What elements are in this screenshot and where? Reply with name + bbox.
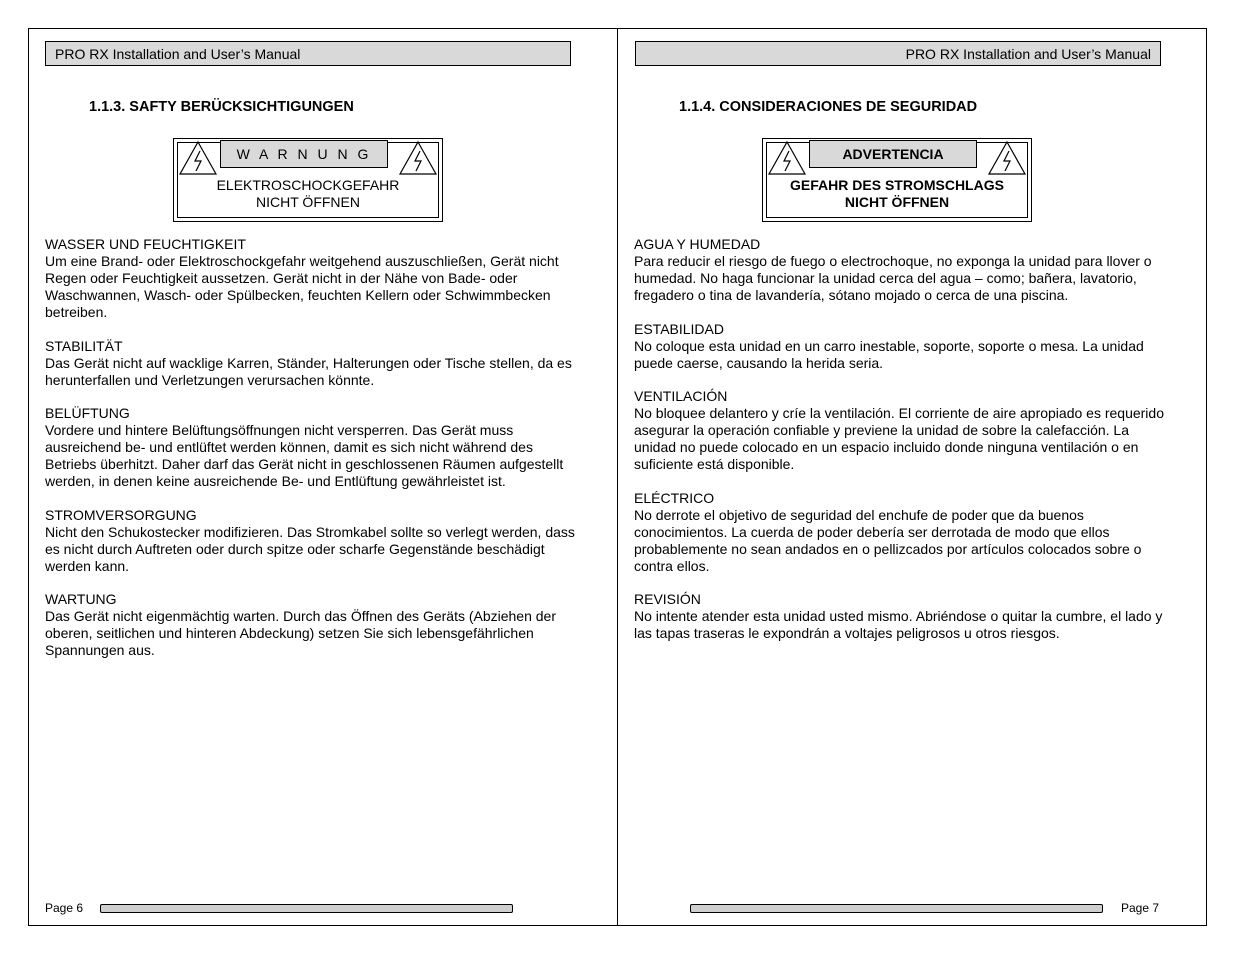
safety-section [45, 507, 575, 575]
safety-section [634, 388, 1164, 473]
warning-line-1: ELEKTROSCHOCKGEFAHR [216, 177, 400, 193]
page-right [618, 28, 1207, 926]
safety-section [45, 591, 575, 659]
section-heading: AGUA Y HUMEDAD [634, 236, 761, 252]
warning-text [174, 177, 442, 211]
safety-section [634, 236, 1164, 304]
section-paragraph: Vordere und hintere Belüftungsöffnungen nicht versperren. Das Gerät muss ausreichend be- und entlüftet werden können, damit es sich nicht während des Betriebs überhitzt. Daher darf das Gerät nicht in geschlossenen Räumen aufgestellt werden, in denen keine ausreichende Be- und Entlüftung gewährleistet ist. [45, 422, 564, 489]
electric-shock-warning-icon [987, 140, 1027, 176]
warning-label: ADVERTENCIA [809, 140, 977, 168]
safety-section [45, 236, 575, 321]
electric-shock-warning-icon [178, 140, 218, 176]
page-header: PRO RX Installation and User’s Manual [45, 41, 571, 66]
section-heading: WARTUNG [45, 591, 117, 607]
safety-section [634, 321, 1164, 372]
footer-bar [100, 904, 513, 913]
page-number: Page 7 [1121, 901, 1160, 915]
safety-section [45, 338, 575, 389]
section-heading: VENTILACIÓN [634, 388, 728, 404]
section-paragraph: No bloquee delantero y críe la ventilación. El corriente de aire apropiado es requerido asegurar la operación confiable y previene la unidad de sobre la calefacción. La unidad no puede colocado en un espacio incluido donde ninguna ventilación o en suficiente está disponible. [634, 405, 1164, 472]
section-heading: BELÜFTUNG [45, 405, 130, 421]
warning-label: W A R N U N G [220, 140, 388, 168]
safety-sections [45, 236, 575, 676]
page-number: Page 6 [45, 901, 84, 915]
warning-line-1: GEFAHR DES STROMSCHLAGS [790, 177, 1004, 193]
section-heading: REVISIÓN [634, 591, 701, 607]
warning-text [763, 177, 1031, 211]
section-heading: WASSER UND FEUCHTIGKEIT [45, 236, 246, 252]
electric-shock-warning-icon [398, 140, 438, 176]
section-paragraph: Para reducir el riesgo de fuego o electrochoque, no exponga la unidad para llover o humedad. No haga funcionar la unidad cerca del agua – como; bañera, lavatorio, fregadero o tina de lavandería, sótano mojado o cerca de una piscina. [634, 253, 1152, 303]
section-paragraph: No coloque esta unidad en un carro inestable, soporte, soporte o mesa. La unidad puede caerse, causando la herida seria. [634, 337, 1144, 371]
section-heading: STROMVERSORGUNG [45, 506, 197, 523]
safety-section [634, 490, 1164, 575]
section-title: 1.1.4. CONSIDERACIONES DE SEGURIDAD [679, 99, 978, 115]
section-heading: ELÉCTRICO [634, 489, 715, 506]
section-heading: STABILITÄT [45, 337, 123, 354]
page-left [28, 28, 617, 926]
warning-label-box [762, 138, 1032, 222]
safety-section [45, 405, 575, 490]
section-paragraph: Das Gerät nicht auf wacklige Karren, Ständer, Halterungen oder Tische stellen, da es herunterfallen und Verletzungen verursachen könnte. [45, 354, 572, 388]
section-paragraph: No intente atender esta unidad usted mismo. Abriéndose o quitar la cumbre, el lado y las tapas traseras le expondrán a voltajes peligrosos u otros riesgos. [634, 608, 1163, 641]
section-paragraph: Nicht den Schukostecker modifizieren. Das Stromkabel sollte so verlegt werden, dass es nicht durch Auftreten oder durch spitze oder scharfe Gegenstände beschädigt werden kann. [45, 523, 575, 574]
section-paragraph: No derrote el objetivo de seguridad del enchufe de poder que da buenos conocimientos. La cuerda de poder debería ser derrotada de modo que ellos probablemente no sean andados en o pellizcados por artículos colocados sobre o contra ellos. [634, 506, 1142, 574]
warning-label-box [173, 138, 443, 222]
safety-section [634, 591, 1164, 642]
safety-sections [634, 236, 1164, 659]
section-paragraph: Das Gerät nicht eigenmächtig warten. Durch das Öffnen des Geräts (Abziehen der oberen, seitlichen und hinteren Abdeckung) setzen Sie sich lebensgefährlichen Spannungen aus. [45, 608, 557, 658]
footer-bar [690, 904, 1103, 913]
warning-line-2: NICHT ÖFFNEN [844, 194, 950, 210]
section-heading: ESTABILIDAD [634, 320, 724, 337]
section-paragraph: Um eine Brand- oder Elektroschockgefahr weitgehend auszuschließen, Gerät nicht Regen oder Feuchtigkeit aussetzen. Gerät nicht in der Nähe von Bade- oder Waschwannen, Wasch- oder Spülbecken, feuchten Kellern oder Schwimmbecken betreiben. [45, 253, 559, 320]
warning-line-2: NICHT ÖFFNEN [256, 194, 360, 210]
electric-shock-warning-icon [767, 140, 807, 176]
section-title: 1.1.3. SAFTY BERÜCKSICHTIGUNGEN [89, 99, 354, 115]
page-header: PRO RX Installation and User’s Manual [635, 41, 1161, 66]
